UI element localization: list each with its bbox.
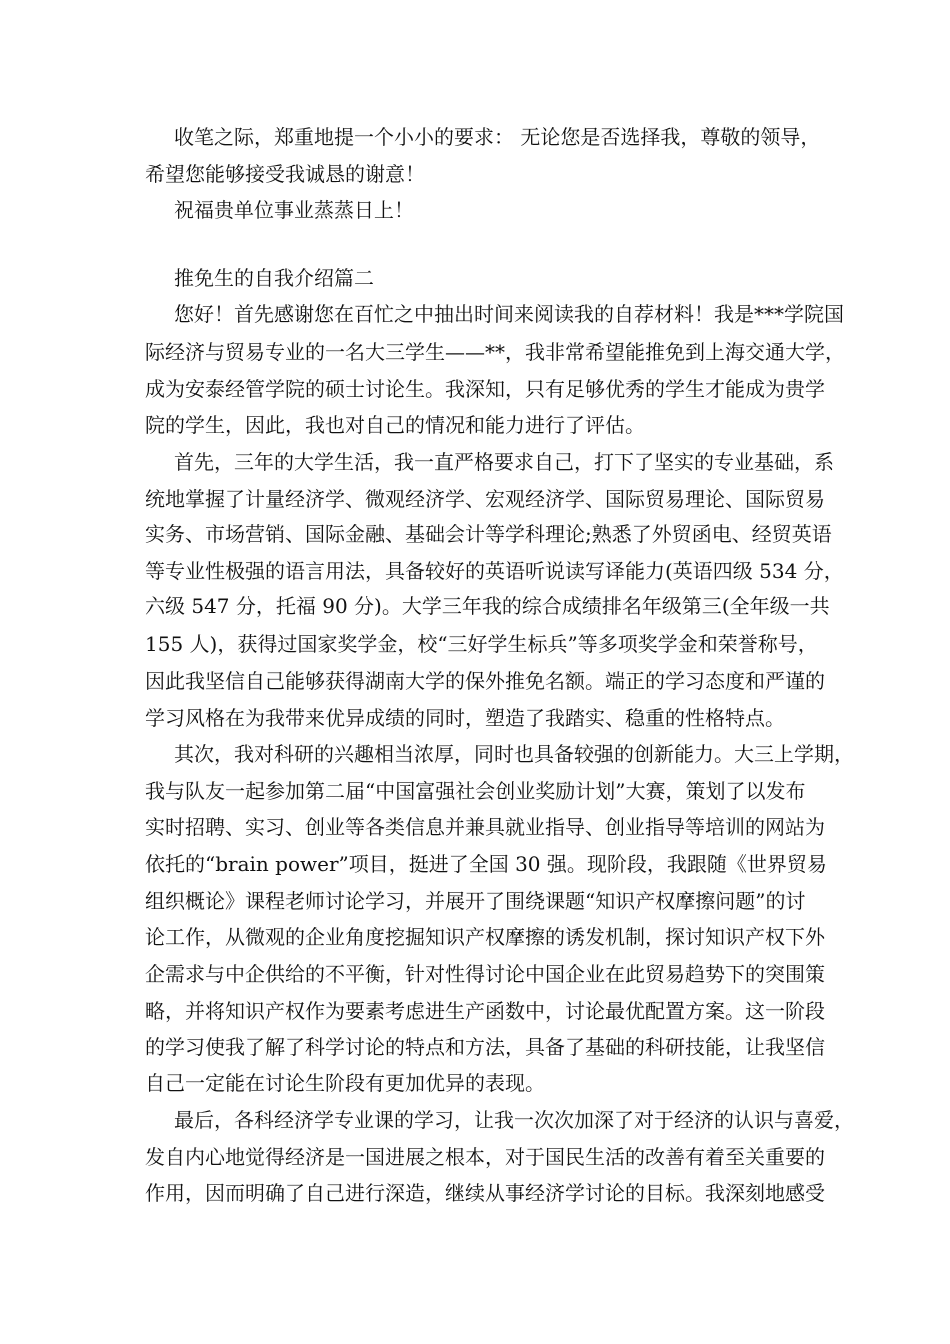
text-line: 依托的“brain power”项目，挺进了全国 30 强。现阶段，我跟随《世界贸易 xyxy=(145,852,827,876)
text-line: 祝福贵单位事业蒸蒸日上！ xyxy=(174,198,414,222)
text-line: 首先，三年的大学生活，我一直严格要求自己，打下了坚实的专业基础，系 xyxy=(174,450,834,474)
text-line: 实务、市场营销、国际金融、基础会计等学科理论;熟悉了外贸函电、经贸英语 xyxy=(145,522,832,546)
text-line: 自己一定能在讨论生阶段有更加优异的表现。 xyxy=(145,1071,545,1095)
text-line: 成为安泰经管学院的硕士讨论生。我深知，只有足够优秀的学生才能成为贵学 xyxy=(145,377,825,401)
text-line: 发自内心地觉得经济是一国进展之根本，对于国民生活的改善有着至关重要的 xyxy=(145,1145,825,1169)
text-line: 院的学生，因此，我也对自己的情况和能力进行了评估。 xyxy=(145,413,645,437)
text-line: 您好！首先感谢您在百忙之中抽出时间来阅读我的自荐材料！我是***学院国 xyxy=(174,302,844,326)
text-line: 等专业性极强的语言用法，具备较好的英语听说读写译能力(英语四级 534 分， xyxy=(145,559,844,583)
text-line: 最后，各科经济学专业课的学习，让我一次次加深了对于经济的认识与喜爱， xyxy=(174,1108,854,1132)
text-line: 学习风格在为我带来优异成绩的同时，塑造了我踏实、稳重的性格特点。 xyxy=(145,706,785,730)
text-line: 略，并将知识产权作为要素考虑进生产函数中，讨论最优配置方案。这一阶段 xyxy=(145,999,825,1023)
text-line: 的学习使我了解了科学讨论的特点和方法，具备了基础的科研技能，让我坚信 xyxy=(145,1035,825,1059)
text-line: 收笔之际，郑重地提一个小小的要求： 无论您是否选择我，尊敬的领导， xyxy=(174,125,821,149)
section-heading: 推免生的自我介绍篇二 xyxy=(174,266,374,290)
text-line: 实时招聘、实习、创业等各类信息并兼具就业指导、创业指导等培训的网站为 xyxy=(145,815,825,839)
text-line: 论工作，从微观的企业角度挖掘知识产权摩擦的诱发机制，探讨知识产权下外 xyxy=(145,925,825,949)
text-line: 作用，因而明确了自己进行深造，继续从事经济学讨论的目标。我深刻地感受 xyxy=(145,1181,825,1205)
text-line: 组织概论》课程老师讨论学习，并展开了围绕课题“知识产权摩擦问题”的讨 xyxy=(145,889,806,913)
text-line: 统地掌握了计量经济学、微观经济学、宏观经济学、国际贸易理论、国际贸易 xyxy=(145,487,825,511)
text-line: 企需求与中企供给的不平衡，针对性得讨论中国企业在此贸易趋势下的突围策 xyxy=(145,962,825,986)
text-line: 其次，我对科研的兴趣相当浓厚，同时也具备较强的创新能力。大三上学期， xyxy=(174,742,854,766)
text-line: 我与队友一起参加第二届“中国富强社会创业奖励计划”大赛，策划了以发布 xyxy=(145,779,806,803)
text-line: 155 人)，获得过国家奖学金，校“三好学生标兵”等多项奖学金和荣誉称号， xyxy=(145,632,818,656)
text-line: 因此我坚信自己能够获得湖南大学的保外推免名额。端正的学习态度和严谨的 xyxy=(145,669,825,693)
text-line: 际经济与贸易专业的一名大三学生——**，我非常希望能推免到上海交通大学， xyxy=(145,340,845,364)
text-line: 六级 547 分，托福 90 分)。大学三年我的综合成绩排名年级第三(全年级一共 xyxy=(145,594,830,618)
text-line: 希望您能够接受我诚恳的谢意！ xyxy=(145,162,425,186)
